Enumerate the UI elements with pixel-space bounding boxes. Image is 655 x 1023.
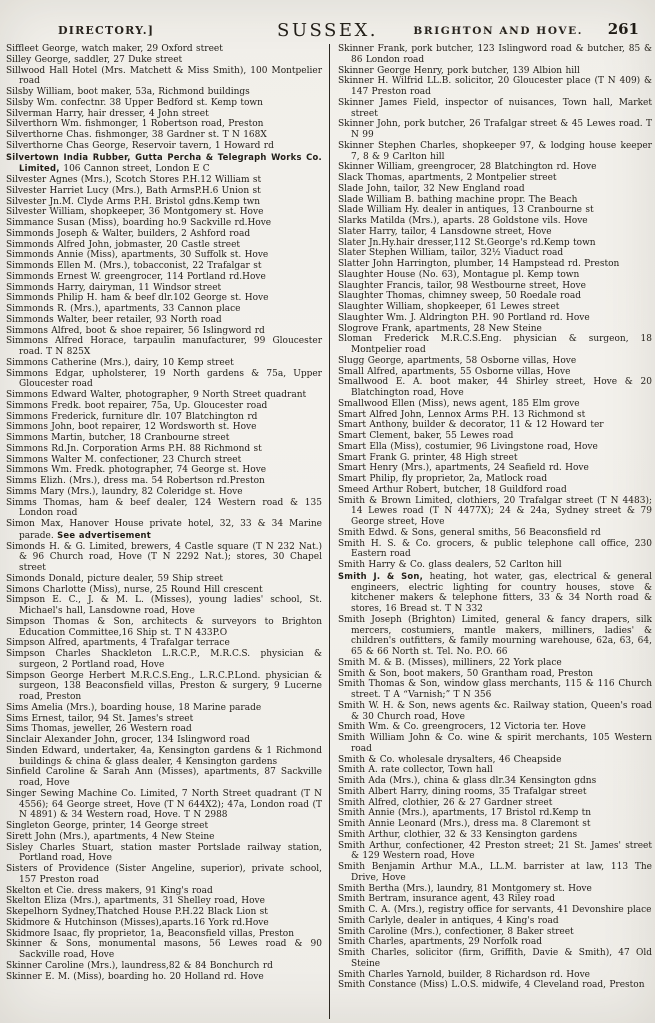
entry-text: Sims Thomas, jeweller, 26 Western road	[6, 724, 192, 735]
directory-entry	[6, 197, 322, 208]
entry-text: Slaughter House (No. 63), Montague pl. Kemp town	[338, 269, 580, 280]
directory-entry	[338, 798, 652, 809]
directory-entry	[338, 615, 652, 658]
directory-entry	[338, 474, 652, 485]
directory-entry	[338, 227, 652, 238]
entry-text: Simonds H. & G. Limited, brewers, 4 Castle square (T N 232 Nat.) & 96 Church road, Hove (T N 2292 Nat.); stores, 30 Chapel street	[6, 541, 322, 573]
directory-entry	[6, 98, 322, 109]
entry-text: Skinner George Henry, pork butcher, 139 Albion hill	[338, 65, 580, 76]
directory-entry	[338, 76, 652, 98]
entry-text: Simmonds Harry, dairyman, 11 Windsor street	[6, 282, 222, 293]
directory-entry	[338, 937, 652, 948]
entry-text: Sirett John (Mrs.), apartments, 4 New Steine	[6, 831, 215, 842]
directory-entry	[338, 98, 652, 120]
directory-entry	[338, 281, 652, 292]
directory-entry	[338, 119, 652, 141]
entry-text: Smart Frank G. printer, 48 High street	[338, 452, 518, 463]
entry-text: Smith Constance (Miss) L.O.S. midwife, 4 Cleveland road, Preston	[338, 980, 645, 991]
directory-entry	[6, 207, 322, 218]
directory-entry	[6, 293, 322, 304]
directory-entry	[338, 238, 652, 249]
directory-entry	[338, 776, 652, 787]
entry-text: Sinfield Caroline & Sarah Ann (Misses), apartments, 87 Sackville road, Hove	[6, 767, 322, 788]
directory-entry	[338, 195, 652, 206]
directory-entry	[338, 496, 652, 528]
entry-text: Simmance Susan (Miss), boarding ho.9 Sackville rd.Hove	[6, 218, 272, 228]
directory-entry	[338, 970, 652, 981]
entry-text: Smith Alfred, clothier, 26 & 27 Gardner street	[338, 797, 553, 808]
entry-text: Simpson Thomas & Son, architects & surveyors to Brighton Education Committee,16 Ship st. T N 433P.O	[6, 616, 322, 638]
entry-text: Simpson Alfred, apartments, 4 Trafalgar terrace	[6, 638, 230, 649]
entry-text: Smith Bertram, insurance agent, 43 Riley road	[338, 894, 555, 905]
directory-entry	[338, 916, 652, 927]
entry-text: Smart Ella (Miss), costumier, 96 Livingstone road, Hove	[338, 441, 598, 452]
entry-text: Simms Thomas, ham & beef dealer, 124 Western road & 135 London road	[6, 497, 322, 519]
directory-entry	[338, 765, 652, 776]
entry-text: Skidmore Isaac, fly proprietor, 1a, Beaconsfield villas, Preston	[6, 928, 295, 939]
directory-entry	[6, 455, 322, 466]
entry-text: Smith Benjamin Arthur M.A., LL.M. barrister at law, 113 The Drive, Hove	[338, 862, 652, 883]
directory-entry	[338, 755, 652, 766]
directory-entry	[338, 410, 652, 421]
directory-entry	[338, 184, 652, 195]
directory-entry	[338, 808, 652, 819]
directory-entry	[6, 261, 322, 272]
directory-entry	[338, 173, 652, 184]
entry-text: Smith & Co. wholesale drysalters, 46 Cheapside	[338, 754, 562, 765]
directory-entry	[338, 980, 652, 991]
directory-entry	[6, 109, 322, 120]
directory-columns	[6, 44, 652, 1019]
directory-entry	[6, 929, 322, 940]
entry-text: Silverthorne Chas. fishmonger, 38 Gardner st. T N 168X	[6, 130, 267, 140]
directory-entry	[338, 270, 652, 281]
directory-entry	[6, 703, 322, 714]
running-head-county: SUSSEX.	[276, 20, 379, 41]
directory-entry	[338, 291, 652, 302]
directory-entry	[6, 886, 322, 897]
directory-entry	[6, 746, 322, 768]
directory-entry	[6, 141, 322, 152]
directory-entry	[6, 55, 322, 66]
entry-text: Simmonds Ellen M. (Mrs.), tobacconist, 22 Trafalgar st	[6, 261, 262, 271]
directory-entry	[338, 658, 652, 669]
entry-text: Smith Albert Harry, dining rooms, 35 Trafalgar street	[338, 786, 587, 797]
entry-text: Sisley Charles Stuart, station master Portslade railway station, Portland road, Hove	[6, 842, 322, 864]
directory-entry	[6, 735, 322, 746]
directory-entry	[338, 733, 652, 755]
directory-entry	[338, 453, 652, 464]
directory-entry	[338, 787, 652, 798]
directory-entry	[338, 722, 652, 733]
entry-text: Simms Elizh. (Mrs.), dress ma. 54 Robertson rd.Preston	[6, 476, 265, 486]
directory-entry	[338, 399, 652, 410]
entry-bold-name: Smith J. & Son,	[338, 570, 430, 581]
entry-text: Simmons Edgar, upholsterer, 19 North gardens & 75a, Upper Gloucester road	[6, 368, 322, 390]
entry-text: Smith Annie (Mrs.), apartments, 17 Bristol rd.Kemp tn	[338, 808, 592, 819]
entry-text: Skepelhorn Sydney,Thatched House P.H.22 Black Lion st	[6, 907, 268, 917]
entry-text: Smith Annie Leonard (Mrs.), dress ma. 8 Claremont st	[338, 819, 591, 829]
entry-text: Singer Sewing Machine Co. Limited, 7 North Street quadrant (T N 4556); 64 George street, Hove (T N 644X2); 47a, London road (T N 4891) & 34 Western road, Hove. T N 2988	[6, 788, 322, 821]
entry-text: Singleton George, printer, 14 George street	[6, 821, 209, 831]
entry-bold-name: See advertisement	[57, 529, 151, 540]
directory-entry	[338, 905, 652, 916]
entry-text: 106 Cannon street, London E C	[63, 164, 210, 175]
directory-entry	[338, 313, 652, 324]
directory-entry	[6, 283, 322, 294]
entry-text: Simmons Walter M. confectioner, 23 Church street	[6, 454, 242, 465]
entry-text: Smith Charles, solicitor (firm, Griffith, Davie & Smith), 47 Old Steine	[338, 948, 652, 969]
entry-text: Slaughter William, shopkeeper, 61 Lewes street	[338, 302, 560, 312]
directory-entry	[6, 240, 322, 251]
entry-text: Simons Charlotte (Miss), nurse, 25 Round Hill crescent	[6, 584, 263, 595]
directory-entry	[6, 961, 322, 972]
running-head	[0, 20, 655, 42]
directory-entry	[338, 528, 652, 539]
directory-entry	[338, 894, 652, 905]
directory-entry	[6, 843, 322, 865]
directory-entry	[6, 821, 322, 832]
directory-entry	[338, 356, 652, 367]
directory-entry	[6, 498, 322, 520]
entry-text: Simmonds Alfred John, jobmaster, 20 Castle street	[6, 239, 241, 250]
entry-bold-name: Silvertown India Rubber, Gutta Percha & Telegraph Works Co. Limited,	[6, 151, 322, 174]
directory-entry	[6, 336, 322, 358]
directory-entry	[6, 433, 322, 444]
directory-entry	[6, 304, 322, 315]
entry-text: Slack Thomas, apartments, 2 Montpelier street	[338, 173, 557, 183]
directory-entry	[6, 519, 322, 542]
entry-text: Simms Mary (Mrs.), laundry, 82 Coleridge st. Hove	[6, 486, 243, 497]
entry-text: Slaughter Thomas, chimney sweep, 50 Roedale road	[338, 291, 581, 302]
entry-text: Simmonds Annie (Miss), apartments, 30 Suffolk st. Hove	[6, 250, 269, 261]
entry-text: Smith Thomas & Son, window glass merchants, 115 & 116 Church street. T A “Varnish;” T N 356	[338, 679, 652, 700]
directory-entry	[6, 186, 322, 197]
directory-entry	[6, 272, 322, 283]
directory-entry	[338, 216, 652, 227]
column-left	[6, 44, 330, 1019]
entry-text: Skinner E. M. (Miss), boarding ho. 20 Holland rd. Hove	[6, 971, 264, 982]
directory-entry	[338, 669, 652, 680]
entry-text: Slater Harry, tailor, 4 Lansdowne street, Hove	[338, 226, 552, 237]
entry-text: Simmons Frederick, furniture dlr. 107 Blatchington rd	[6, 411, 258, 422]
directory-entry	[6, 326, 322, 337]
directory-entry	[338, 205, 652, 216]
entry-text: Simonds Donald, picture dealer, 59 Ship street	[6, 573, 224, 584]
entry-text: Sisters of Providence (Sister Angeline, superior), private school, 157 Preston road	[6, 864, 322, 885]
directory-entry	[6, 896, 322, 907]
directory-entry	[6, 918, 322, 929]
entry-text: Skinner Frank, pork butcher, 123 Islingword road & butcher, 85 & 86 London road	[338, 44, 652, 65]
directory-entry	[338, 66, 652, 77]
entry-text: Simmons Alfred, boot & shoe repairer, 56 Islingword rd	[6, 325, 265, 336]
entry-text: Skinner William, greengrocer, 28 Blatchington rd. Hove	[338, 162, 597, 173]
directory-entry	[338, 485, 652, 496]
directory-entry	[6, 218, 322, 229]
entry-text: Silverthorn Wm. fishmonger, 1 Robertson road, Preston	[6, 119, 264, 130]
directory-entry	[338, 560, 652, 571]
entry-text: heating, hot water, gas, electrical & general engineers, electric lighting for country houses, stove & kitchener makers & telephone fitters, 33 & 34 North road & stores, 16 Bread st. T N 332	[351, 571, 652, 614]
directory-entry	[6, 87, 322, 98]
directory-entry	[338, 334, 652, 356]
entry-text: Smallwood Ellen (Miss), news agent, 185 Elm grove	[338, 398, 580, 409]
running-head-directory: DIRECTORY.]	[58, 24, 155, 37]
entry-text: Skidmore & Hutchinson (Misses),aparts.16 York rd.Hove	[6, 917, 269, 928]
entry-text: Smart Alfred John, Lennox Arms P.H. 13 Richmond st	[338, 409, 586, 420]
entry-text: Smith Joseph (Brighton) Limited, general & fancy drapers, silk mercers, costumiers, mantle makers, milliners, ladies' & children's outfitters, & family mourning warehouse, 62a, 63, 64, 65 & 66 North st. Tel. No. P.O. 66	[338, 614, 652, 657]
directory-entry	[6, 714, 322, 725]
directory-entry	[338, 571, 652, 615]
entry-text: Skinner & Sons, monumental masons, 56 Lewes road & 90 Sackville road, Hove	[6, 939, 322, 960]
directory-entry	[6, 939, 322, 961]
entry-text: Smith Edwd. & Sons, general smiths, 56 Beaconsfield rd	[338, 527, 601, 538]
running-head-section: BRIGHTON AND HOVE.	[413, 25, 583, 37]
entry-text: Slugg George, apartments, 58 Osborne villas, Hove	[338, 355, 577, 366]
entry-text: Sloman Frederick M.R.C.S.Eng. physician & surgeon, 18 Montpelier road	[338, 334, 652, 355]
directory-entry	[6, 369, 322, 391]
entry-text: Smith Arthur, confectioner, 42 Preston street; 21 St. James' street & 129 Western road, Hove	[338, 840, 652, 862]
entry-text: Slade William B. bathing machine propr. The Beach	[338, 194, 578, 205]
directory-entry	[338, 862, 652, 884]
entry-text: Slade William Hy. dealer in antiques, 13 Cranbourne st	[338, 205, 594, 216]
directory-entry	[338, 141, 652, 163]
entry-text: Sinden Edward, undertaker, 4a, Kensington gardens & 1 Richmond buildings & china & glass dealer, 4 Kensington gardens	[6, 745, 322, 767]
directory-entry	[338, 463, 652, 474]
entry-text: Slaughter Wm. J. Aldrington P.H. 90 Portland rd. Hove	[338, 312, 590, 323]
entry-text: Silvester Agnes (Mrs.), Scotch Stores P.H.12 William st	[6, 175, 262, 185]
directory-entry	[6, 130, 322, 141]
directory-entry	[6, 638, 322, 649]
entry-text: Smith & Brown Limited, clothiers, 20 Trafalgar street (T N 4483); 14 Lewes road (T N 4477X); 24 & 24a, Sydney street & 79 George street, Hove	[338, 495, 652, 527]
directory-entry	[6, 465, 322, 476]
entry-text: Silvester William, shopkeeper, 36 Montgomery st. Hove	[6, 207, 264, 218]
directory-entry	[338, 927, 652, 938]
entry-text: Smith Caroline (Mrs.), confectioner, 8 Baker street	[338, 926, 574, 937]
entry-text: Smeed Arthur Robert, butcher, 18 Guildford road	[338, 484, 567, 495]
entry-text: Smart Henry (Mrs.), apartments, 24 Seafield rd. Hove	[338, 463, 589, 474]
entry-text: Silley George, saddler, 27 Duke street	[6, 54, 183, 65]
entry-text: Slade John, tailor, 32 New England road	[338, 183, 525, 194]
entry-text: Slarks Matilda (Mrs.), aparts. 28 Goldstone vils. Hove	[338, 216, 588, 226]
entry-text: Silvester Jn.M. Clyde Arms P.H. Bristol gdns.Kemp twn	[6, 196, 261, 207]
directory-entry	[6, 44, 322, 55]
directory-entry	[6, 767, 322, 789]
directory-entry	[338, 884, 652, 895]
directory-entry	[6, 476, 322, 487]
entry-text: Smith A. rate collector, Town hall	[338, 765, 493, 776]
directory-entry	[6, 789, 322, 821]
entry-text: Sims Ernest, tailor, 94 St. James's street	[6, 713, 194, 724]
directory-entry	[6, 832, 322, 843]
entry-text: Smith Harry & Co. glass dealers, 52 Carlton hill	[338, 560, 562, 570]
directory-entry	[338, 679, 652, 701]
entry-text: Smith H. S. & Co. grocers, & public telephone call office, 230 Eastern road	[338, 538, 652, 560]
directory-entry	[338, 539, 652, 561]
directory-entry	[6, 229, 322, 240]
entry-text: Simmons Martin, butcher, 18 Cranbourne street	[6, 433, 230, 443]
entry-text: Smallwood E. A. boot maker, 44 Shirley street, Hove & 20 Blatchington road, Hove	[338, 377, 652, 398]
directory-entry	[6, 175, 322, 186]
column-right	[330, 44, 652, 1019]
entry-text: Simmons Catherine (Mrs.), dairy, 10 Kemp street	[6, 357, 234, 368]
directory-entry	[6, 574, 322, 585]
page-number: 261	[607, 20, 639, 38]
directory-entry	[6, 595, 322, 617]
entry-text: Smith & Son, boot makers, 50 Grantham road, Preston	[338, 668, 594, 679]
entry-text: Silsby William, boot maker, 53a, Richmond buildings	[6, 87, 250, 97]
entry-text: Sims Amelia (Mrs.), boarding house, 18 Marine parade	[6, 702, 262, 713]
entry-text: Smith Bertha (Mrs.), laundry, 81 Montgomery st. Hove	[338, 883, 592, 894]
directory-entry	[338, 701, 652, 723]
directory-entry	[6, 444, 322, 455]
directory-entry	[6, 358, 322, 369]
directory-entry	[6, 152, 322, 176]
directory-entry	[6, 250, 322, 261]
entry-text: Smith M. & B. (Misses), milliners, 22 York place	[338, 657, 562, 668]
entry-text: Smart Clement, baker, 55 Lewes road	[338, 431, 514, 441]
directory-entry	[338, 44, 652, 66]
entry-text: Smith Carlyle, dealer in antiques, 4 King's road	[338, 915, 559, 926]
directory-entry	[6, 487, 322, 498]
entry-text: Smith Arthur, clothier, 32 & 33 Kensington gardens	[338, 829, 578, 840]
entry-text: Simmons Edward Walter, photographer, 9 North Street quadrant	[6, 390, 307, 400]
directory-entry	[6, 671, 322, 703]
entry-text: Skinner James Field, inspector of nuisances, Town hall, Market street	[338, 97, 652, 119]
directory-entry	[338, 420, 652, 431]
directory-entry	[338, 302, 652, 313]
entry-text: Simmonds Joseph & Walter, builders, 2 Ashford road	[6, 228, 251, 239]
entry-text: Simpson George Herbert M.R.C.S.Eng., L.R.C.P.Lond. physician & surgeon, 138 Beaconsfield villas, Preston & surgery, 9 Lucerne road, Preston	[6, 670, 322, 702]
directory-entry	[6, 542, 322, 574]
entry-text: Simon Max, Hanover House private hotel, 32, 33 & 34 Marine parade.	[6, 519, 322, 541]
directory-entry	[338, 442, 652, 453]
entry-text: Simpson Charles Shackleton L.R.C.P., M.R.C.S. physician & surgeon, 2 Portland road, Hove	[6, 649, 322, 670]
entry-text: Silverthorne Chas George, Reservoir tavern, 1 Howard rd	[6, 140, 274, 151]
directory-entry	[6, 315, 322, 326]
directory-entry	[6, 972, 322, 983]
entry-text: Simpson E. C., J. & M. L. (Misses), young ladies' school, St. Michael's hall, Lansdowne road, Hove	[6, 595, 322, 616]
directory-entry	[6, 66, 322, 88]
entry-text: Silverman Harry, hair dresser, 4 John street	[6, 108, 209, 119]
entry-text: Sillwood Hall Hotel (Mrs. Matchett & Miss Smith), 100 Montpelier road	[6, 65, 322, 87]
directory-entry	[6, 864, 322, 886]
entry-text: Skinner Stephen Charles, shopkeeper 97, & lodging house keeper 7, 8 & 9 Carlton hill	[338, 140, 652, 162]
directory-entry	[6, 401, 322, 412]
entry-text: Skelton Eliza (Mrs.), apartments, 31 Shelley road, Hove	[6, 896, 265, 907]
directory-entry	[6, 649, 322, 671]
entry-text: Small Alfred, apartments, 55 Osborne villas, Hove	[338, 366, 571, 377]
entry-text: Smith W. H. & Son, news agents &c. Railway station, Queen's road & 30 Church road, Hove	[338, 700, 652, 722]
directory-entry	[338, 162, 652, 173]
directory-entry	[6, 412, 322, 423]
entry-text: Slater Jn.Hy.hair dresser,112 St.George's rd.Kemp town	[338, 237, 596, 248]
entry-text: Smith Charles Yarnold, builder, 8 Richardson rd. Hove	[338, 969, 590, 980]
entry-text: Simmons Rd.Jn. Corporation Arms P.H. 88 Richmond st	[6, 443, 262, 454]
entry-text: Simmonds Philip H. ham & beef dlr.102 George st. Hove	[6, 293, 269, 304]
entry-text: Siffleet George, watch maker, 29 Oxford street	[6, 44, 223, 54]
directory-entry	[338, 948, 652, 970]
directory-entry	[6, 422, 322, 433]
entry-text: Smart Philip, fly proprietor, 2a, Matlock road	[338, 474, 548, 484]
entry-text: Simmonds R. (Mrs.), apartments, 33 Cannon place	[6, 304, 241, 314]
entry-text: Smith Charles, apartments, 29 Norfolk road	[338, 937, 542, 948]
entry-text: Smith Wm. & Co. greengrocers, 12 Victoria ter. Hove	[338, 722, 586, 733]
entry-text: Simmonds Ernest W. greengrocer, 114 Portland rd.Hove	[6, 271, 266, 282]
entry-text: Simmons Alfred Horace, tarpaulin manufacturer, 99 Gloucester road. T N 825X	[6, 336, 322, 357]
directory-entry	[6, 585, 322, 596]
entry-text: Simmons John, boot repairer, 12 Wordsworth st. Hove	[6, 422, 257, 433]
entry-text: Skinner John, pork butcher, 26 Trafalgar street & 45 Lewes road. T N 99	[338, 119, 652, 140]
directory-entry	[338, 431, 652, 442]
entry-text: Simmons Wm. Fredk. photographer, 74 George st. Hove	[6, 465, 267, 476]
directory-entry	[338, 841, 652, 863]
entry-text: Skelton et Cie. dress makers, 91 King's road	[6, 885, 213, 896]
directory-entry	[6, 724, 322, 735]
directory-entry	[338, 830, 652, 841]
entry-text: Slater Stephen William, tailor, 32½ Viaduct road	[338, 248, 564, 259]
entry-text: Smart Anthony, builder & decorator, 11 & 12 Howard ter	[338, 420, 604, 431]
entry-text: Sinclair Alexander John, grocer, 134 Islingword road	[6, 735, 251, 745]
directory-entry	[338, 259, 652, 270]
entry-text: Silsby Wm. confectnr. 38 Upper Bedford st. Kemp town	[6, 97, 263, 108]
entry-text: Slaughter Francis, tailor, 98 Westbourne street, Hove	[338, 280, 586, 291]
entry-text: Skinner Caroline (Mrs.), laundress,82 & 84 Bonchurch rd	[6, 960, 273, 971]
entry-text: Smith C. A. (Mrs.), registry office for servants, 41 Devonshire place	[338, 905, 652, 915]
directory-entry	[6, 119, 322, 130]
directory-entry	[338, 248, 652, 259]
entry-text: Simmonds Walter, beer retailer, 93 North road	[6, 314, 222, 325]
entry-text: Slogrove Frank, apartments, 28 New Steine	[338, 323, 542, 334]
entry-text: Skinner H. Wilfrid LL.B. solicitor, 20 Gloucester place (T N 409) & 147 Preston road	[338, 76, 652, 97]
directory-entry	[338, 819, 652, 830]
entry-text: Smith Ada (Mrs.), china & glass dlr.34 Kensington gdns	[338, 776, 597, 786]
directory-entry	[6, 907, 322, 918]
entry-text: Slatter John Harrington, plumber, 14 Hampstead rd. Preston	[338, 259, 620, 269]
directory-entry	[6, 617, 322, 639]
directory-entry	[338, 324, 652, 335]
directory-entry	[6, 390, 322, 401]
entry-text: Silvester Harriet Lucy (Mrs.), Bath ArmsP.H.6 Union st	[6, 185, 261, 196]
directory-entry	[338, 367, 652, 378]
entry-text: Smith William John & Co. wine & spirit merchants, 105 Western road	[338, 733, 652, 754]
directory-entry	[338, 377, 652, 399]
entry-text: Simmons Fredk. boot repairer, 75a, Up. Gloucester road	[6, 400, 268, 411]
